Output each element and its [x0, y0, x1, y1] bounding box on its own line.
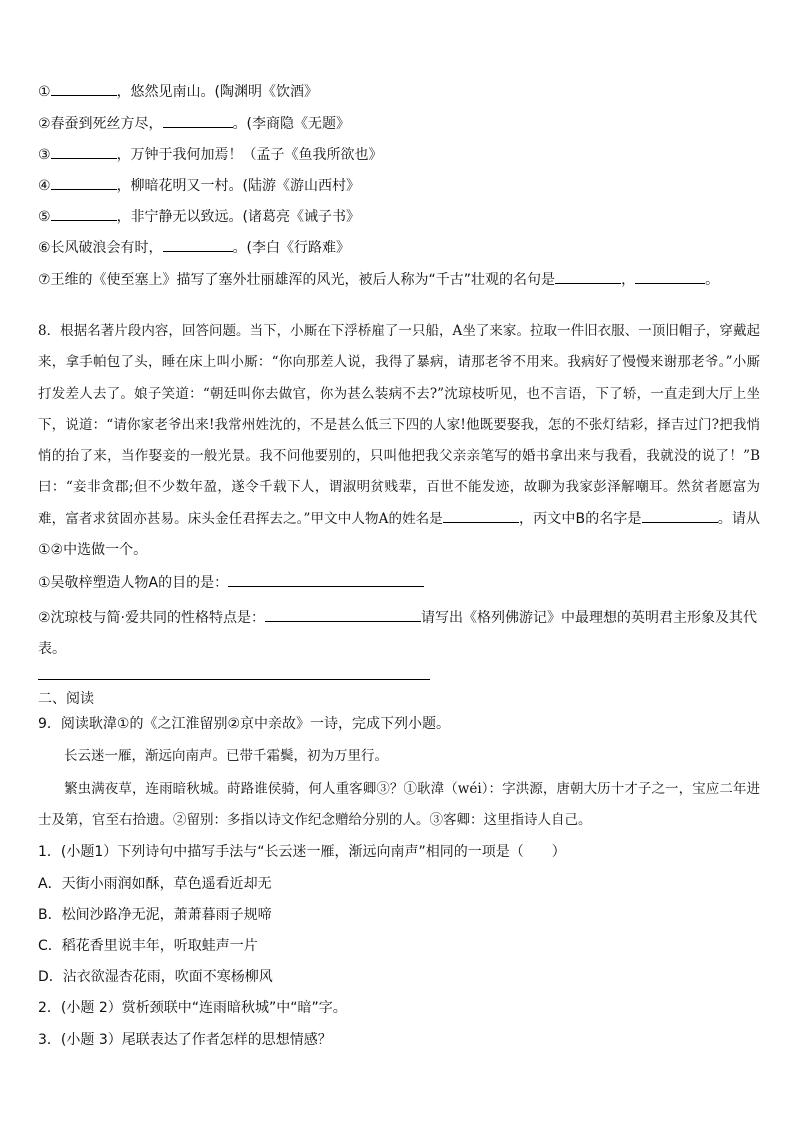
poem-line — [38, 741, 760, 772]
answer-blank[interactable] — [163, 236, 233, 252]
answer-blank[interactable] — [163, 112, 233, 128]
quote-suffix: 。(李商隐《无题》 — [232, 116, 351, 132]
question-8-mid: ，丙文中B的名字是 — [518, 510, 642, 527]
quote-suffix: ，万钟于我何加焉！（孟子《鱼我所欲也》 — [116, 147, 383, 163]
quote-prefix: ① — [38, 84, 51, 100]
quote-prefix: ④ — [38, 178, 51, 194]
question-8-passage: 8．根据名著片段内容，回答问题。当下，小厮在下浮桥雇了一只船，A坐了来家。拉取一件旧衣服、一顶旧帽子，穿戴起来，拿手帕包了头，睡在床上叫小厮：“你向那差人说，我得了暴病，请那老爷不用来。我病好了慢慢来谢那老爷。”小厮打发差人去了。娘子笑道：“朝廷叫你去做官，你为甚么装病不去?”沈琼枝听见，也不言语，下了轿，一直走到大厅上坐下，说道：“请你家老爷出来!我常州姓沈的，不是甚么低三下四的人家!他既要娶我，怎的不张灯结彩，择吉过门?把我悄悄的抬了来，当作娶妾的一般光景。我不问他要别的，只叫他把我父亲亲笔写的婚书拿出来与我看，我就没的说了！”B曰：“妾非贪郡;但不少数年盈，遂令千载下人，谓淑明贫贱辈，百世不能发迹，故聊为我家彭泽解嘲耳。然贫者愿富为难，富者求贫固亦甚易。床头金任君挥去之。”甲文中人物A的姓名是 — [38, 323, 760, 527]
quote-item — [38, 80, 318, 102]
sub-question-3: 3．(小题 3）尾联表达了作者怎样的思想情感？ — [38, 1032, 332, 1048]
quote-prefix: ⑤ — [38, 209, 51, 225]
quote-prefix: ②春蚕到死丝方尽， — [38, 116, 163, 132]
answer-blank[interactable] — [443, 507, 519, 523]
answer-blank[interactable] — [51, 143, 117, 159]
quote-separator: ， — [621, 272, 636, 288]
option-continuation: 请写出《格列佛游记》中最理想的英明君主形象及其代表。 — [38, 610, 758, 657]
answer-blank[interactable] — [555, 268, 621, 284]
quote-prefix: ③ — [38, 147, 51, 163]
quote-prefix: ⑦王维的《使至塞上》描写了塞外壮丽雄浑的风光，被后人称为“千古”壮观的名句是 — [38, 272, 556, 288]
poem-line-with-notes — [38, 774, 760, 836]
question-9-intro: 9．阅读耿湋①的《之江淮留别②京中亲故》一诗，完成下列小题。 — [38, 716, 451, 732]
option-b[interactable]: B．松间沙路净无泥，萧萧暮雨子规啼 — [38, 907, 272, 923]
sub-question-1: 1．(小题1）下列诗句中描写手法与“长云迷一雁，渐远向南声”相同的一项是（ ） — [38, 844, 566, 860]
answer-blank[interactable] — [51, 205, 117, 221]
question-8-option-2 — [38, 603, 760, 665]
quote-item — [38, 205, 360, 227]
question-8-option-1 — [38, 571, 424, 593]
quote-item — [38, 112, 350, 134]
quote-suffix: ，非宁静无以致远。(诸葛亮《诫子书》 — [116, 209, 361, 225]
question-8 — [38, 316, 760, 566]
answer-blank[interactable] — [642, 507, 718, 523]
option-label: ①吴敬梓塑造人物A的目的是： — [38, 575, 229, 591]
question-8-tail: 。请从①②中选做一个。 — [38, 510, 761, 559]
option-label: ②沈琼枝与简·爱共同的性格特点是： — [38, 610, 266, 626]
sub-question-2: 2．(小题 2）赏析颈联中“连雨暗秋城”中“暗”字。 — [38, 1000, 347, 1016]
quote-prefix: ⑥长风破浪会有时， — [38, 240, 163, 256]
answer-blank[interactable] — [635, 268, 705, 284]
poem-text: 长云迷一雁，渐远向南声。已带千霜鬓，初为万里行。 — [64, 748, 388, 764]
quote-suffix: ，柳暗花明又一村。(陆游《游山西村》 — [116, 178, 361, 194]
answer-blank[interactable] — [265, 606, 421, 622]
quote-item — [38, 236, 350, 258]
option-c[interactable]: C．稻花香里说丰年，听取蛙声一片 — [38, 938, 258, 954]
quote-suffix: ，悠然见南山。(陶渊明《饮酒》 — [116, 84, 319, 100]
quote-suffix: 。(李白《行路难》 — [232, 240, 351, 256]
section-heading: 二、阅读 — [38, 691, 94, 707]
answer-blank[interactable] — [228, 571, 424, 587]
option-a[interactable]: A．天街小雨润如酥，草色遥看近却无 — [38, 876, 272, 892]
quote-item — [38, 268, 719, 290]
quote-item — [38, 143, 383, 165]
poem-notes: 繁虫满夜草，连雨暗秋城。莳路谁侯骑，何人重客卿③？①耿湋（wéi）：字洪源，唐朝大历十才子之一，宝应二年进士及第，官至右拾遗。②留别：多指以诗文作纪念赠给分别的人。③客卿：这里指诗人自己。 — [38, 781, 760, 828]
answer-line[interactable] — [38, 679, 430, 680]
answer-blank[interactable] — [51, 80, 117, 96]
quote-item — [38, 174, 360, 196]
answer-blank[interactable] — [51, 174, 117, 190]
option-d[interactable]: D．沾衣欲湿杏花雨，吹面不寒杨柳风 — [38, 969, 273, 985]
quote-suffix: 。 — [705, 272, 720, 288]
